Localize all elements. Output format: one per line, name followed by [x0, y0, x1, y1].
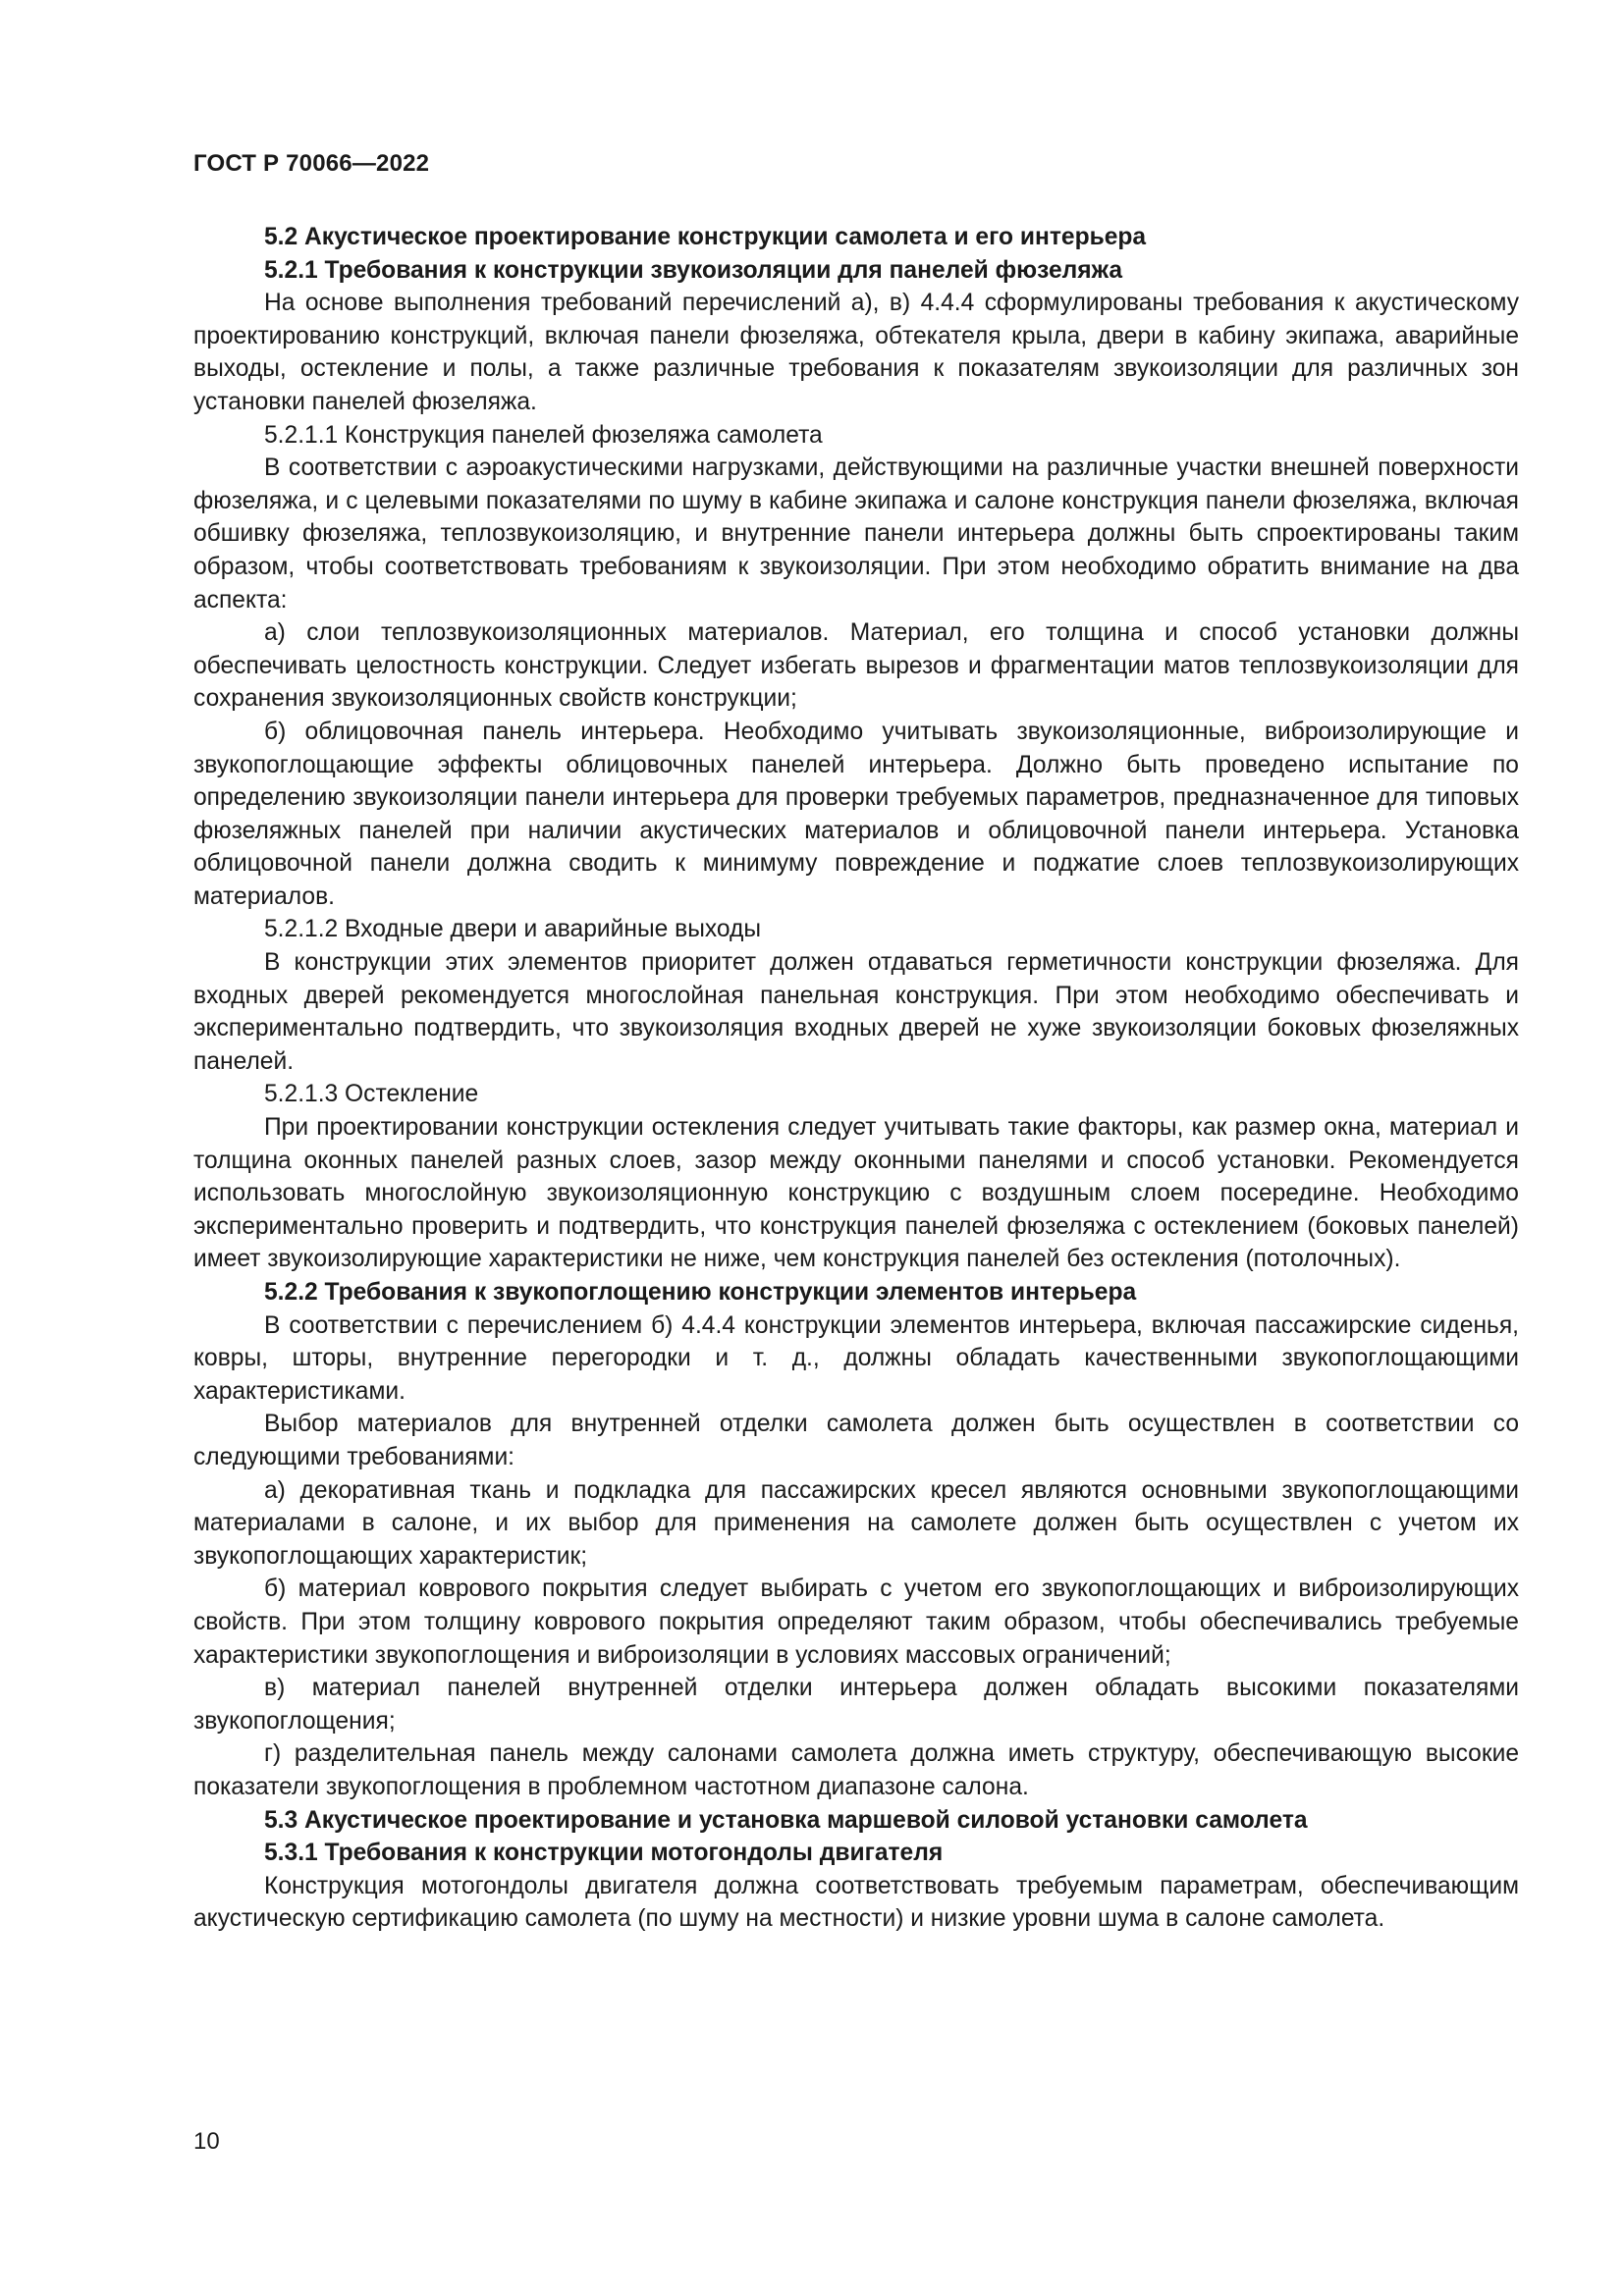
document-body: [193, 221, 1519, 1936]
subsection-5-2-1-3-title: 5.2.1.3 Остекление: [264, 1081, 479, 1108]
document-header: ГОСТ Р 70066—2022: [193, 150, 430, 177]
list-item: г) разделительная панель между салонами самолета должна иметь структуру, обеспечивающую высокие показатели звукопоглощения в проблемном частотном диапазоне салона.: [193, 1740, 1519, 1800]
paragraph: В соответствии с аэроакустическими нагрузками, действующими на различные участки внешней поверхности фюзеляжа, и с целевыми показателями по шуму в кабине экипажа и салоне конструкция панели фюзеляжа, включая обшивку фюзеляжа, теплозвукоизоляцию, и внутренние панели интерьера должны быть спроектированы таким образом, чтобы соответствовать требованиям к звукоизоляции. При этом необходимо обратить внимание на два аспекта:: [193, 454, 1519, 614]
paragraph: Выбор материалов для внутренней отделки самолета должен быть осуществлен в соответствии со следующими требованиями:: [193, 1411, 1519, 1470]
list-item: б) облицовочная панель интерьера. Необходимо учитывать звукоизоляционные, виброизолирующие и звукопоглощающие эффекты облицовочных панелей интерьера. Должно быть проведено испытание по определению звукоизоляции панели интерьера для проверки требуемых параметров, предназначенное для типовых фюзеляжных панелей при наличии акустических материалов и облицовочной панели интерьера. Установка облицовочной панели должна сводить к минимуму повреждение и поджатие слоев теплозвукоизолирующих материалов.: [193, 718, 1519, 910]
section-5-2-1-title: 5.2.1 Требования к конструкции звукоизоляции для панелей фюзеляжа: [264, 256, 1123, 284]
paragraph: При проектировании конструкции остекления следует учитывать такие факторы, как размер окна, материал и толщина оконных панелей разных слоев, зазор между оконными панелями и способ установки. Рекомендуется использовать многослойную звукоизоляционную конструкцию с воздушным слоем посередине. Необходимо экспериментально проверить и подтвердить, что конструкция панелей фюзеляжа с остеклением (боковых панелей) имеет звукоизолирующие характеристики не ниже, чем конструкция панелей без остекления (потолочных).: [193, 1114, 1519, 1273]
paragraph: На основе выполнения требований перечислений а), в) 4.4.4 сформулированы требования к акустическому проектированию конструкций, включая панели фюзеляжа, обтекателя крыла, двери в кабину экипажа, аварийные выходы, остекление и полы, а также различные требования к показателям звукоизоляции для различных зон установки панелей фюзеляжа.: [193, 290, 1519, 415]
page-number: 10: [193, 2128, 220, 2155]
paragraph: Конструкция мотогондолы двигателя должна соответствовать требуемым параметрам, обеспечивающим акустическую сертификацию самолета (по шуму на местности) и низкие уровни шума в салоне самолета.: [193, 1872, 1519, 1933]
list-item: в) материал панелей внутренней отделки интерьера должен обладать высокими показателями звукопоглощения;: [193, 1675, 1519, 1735]
list-item: а) декоративная ткань и подкладка для пассажирских кресел являются основными звукопоглощающими материалами в салоне, и их выбор для применения на самолете должен быть осуществлен с учетом их звукопоглощающих характеристик;: [193, 1476, 1519, 1570]
section-5-2-2-title: 5.2.2 Требования к звукопоглощению конструкции элементов интерьера: [264, 1279, 1137, 1306]
paragraph: В конструкции этих элементов приоритет должен отдаваться герметичности конструкции фюзеляжа. Для входных дверей рекомендуется многослойная панельная конструкция. При этом необходимо обеспечивать и экспериментально подтвердить, что звукоизоляция входных дверей не хуже звукоизоляции боковых фюзеляжных панелей.: [193, 949, 1519, 1075]
paragraph: В соответствии с перечислением б) 4.4.4 конструкции элементов интерьера, включая пассажирские сиденья, ковры, шторы, внутренние перегородки и т. д., должны обладать качественными звукопоглощающими характеристиками.: [193, 1311, 1519, 1405]
section-5-2-title: 5.2 Акустическое проектирование конструкции самолета и его интерьера: [264, 224, 1147, 250]
section-5-3-title: 5.3 Акустическое проектирование и установка маршевой силовой установки самолета: [264, 1806, 1308, 1834]
subsection-5-2-1-1-title: 5.2.1.1 Конструкция панелей фюзеляжа самолета: [264, 421, 823, 449]
list-item: а) слои теплозвукоизоляционных материалов. Материал, его толщина и способ установки должны обеспечивать целостность конструкции. Следует избегать вырезов и фрагментации матов теплозвукоизоляции для сохранения звукоизоляционных свойств конструкции;: [193, 619, 1519, 713]
subsection-5-2-1-2-title: 5.2.1.2 Входные двери и аварийные выходы: [264, 916, 762, 943]
section-5-3-1-title: 5.3.1 Требования к конструкции мотогондолы двигателя: [264, 1840, 944, 1867]
list-item: б) материал коврового покрытия следует выбирать с учетом его звукопоглощающих и виброизолирующих свойств. При этом толщину коврового покрытия определяют таким образом, чтобы обеспечивались требуемые характеристики звукопоглощения и виброизоляции в условиях массовых ограничений;: [193, 1575, 1519, 1669]
